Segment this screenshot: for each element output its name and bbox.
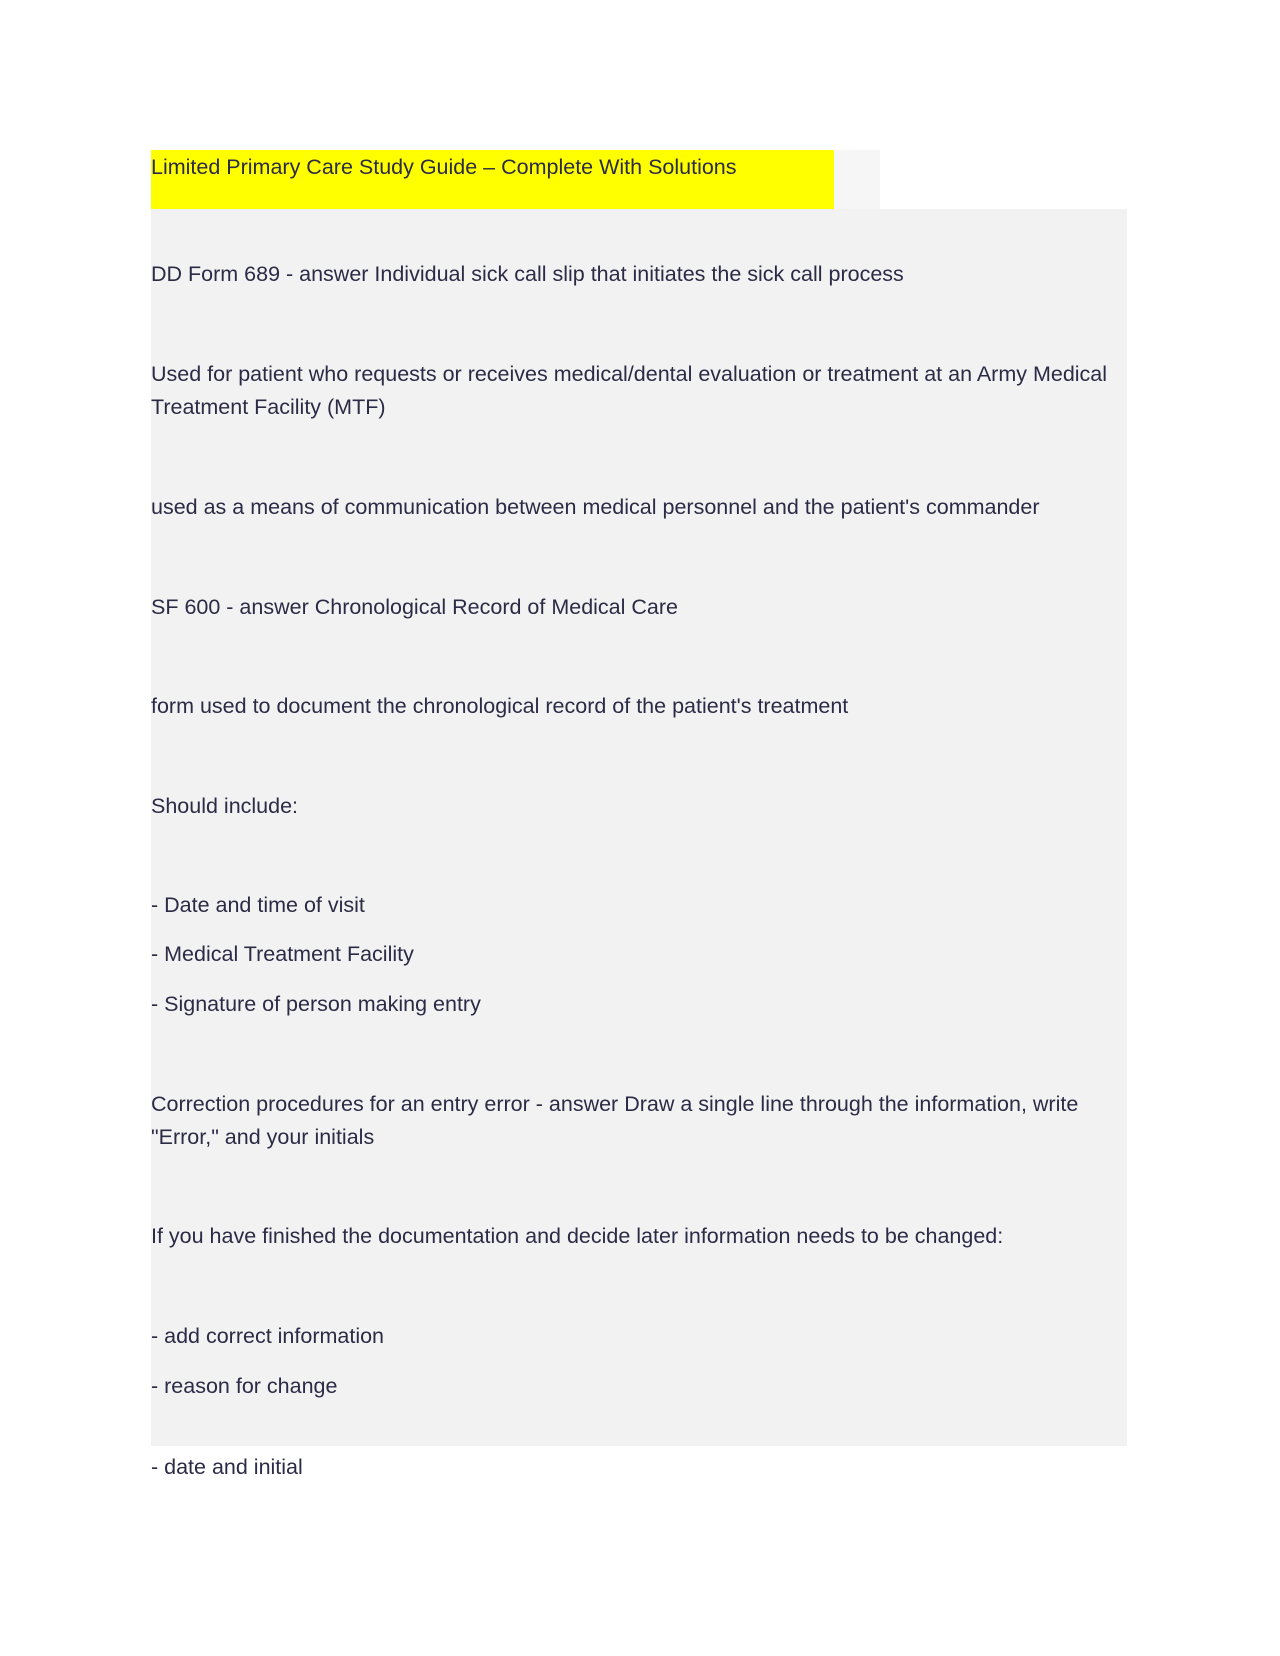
paragraph-chronological-record: form used to document the chronological record of the patient's treatment bbox=[151, 694, 849, 718]
list-item-add-correct-info: - add correct information bbox=[151, 1324, 385, 1348]
list-item-mtf: - Medical Treatment Facility bbox=[151, 942, 414, 966]
list-item-date-initial: - date and initial bbox=[151, 1455, 303, 1479]
paragraph-correction-procedures: Correction procedures for an entry error - answer Draw a single line through the information, write "Error," and your initials bbox=[151, 1092, 1079, 1149]
paragraph-sf-600: SF 600 - answer Chronological Record of Medical Care bbox=[151, 595, 678, 619]
paragraph-communication: used as a means of communication between medical personnel and the patient's commander bbox=[151, 495, 1040, 519]
list-item-signature: - Signature of person making entry bbox=[151, 992, 481, 1016]
paragraph-should-include: Should include: bbox=[151, 794, 299, 818]
document-title: Limited Primary Care Study Guide – Complete With Solutions bbox=[151, 155, 737, 179]
paragraph-mtf-usage: Used for patient who requests or receives medical/dental evaluation or treatment at an Army Medical Treatment Facility (MTF) bbox=[151, 362, 1108, 419]
title-strip-margin bbox=[834, 150, 880, 209]
paragraph-dd-form-689: DD Form 689 - answer Individual sick call slip that initiates the sick call process bbox=[151, 262, 904, 286]
paragraph-later-changes: If you have finished the documentation and decide later information needs to be changed: bbox=[151, 1224, 1004, 1248]
list-item-reason-for-change: - reason for change bbox=[151, 1374, 338, 1398]
list-item-date-time: - Date and time of visit bbox=[151, 893, 365, 917]
